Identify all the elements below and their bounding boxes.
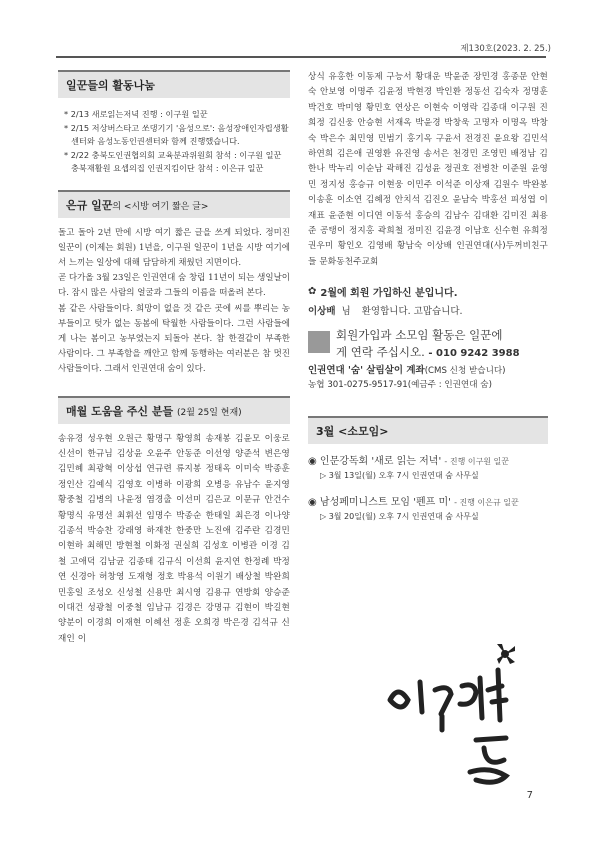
- logo-text: 인권연대 숨: [380, 630, 386, 631]
- top-divider: [56, 56, 546, 58]
- contact-phone: - 010 9242 3988: [428, 347, 520, 359]
- story-header: [58, 190, 290, 218]
- activity-item: * 2/15 저상버스타고 쏘댕기기 '음성으로': 음성장애인자립생활센터와 음성노동인권센터와 함께 진행했습니다.: [64, 122, 289, 146]
- welcome-message: 환영합니다. 고맙습니다.: [361, 306, 463, 318]
- welcome-line: [308, 303, 548, 317]
- meeting-detail: ▷ 3월 20일(월) 오후 7시 인권연대 숨 사무실: [320, 512, 479, 522]
- flower-icon: ✿: [308, 286, 317, 298]
- meeting-name: 인문강독회 '새로 읽는 저녁': [319, 456, 442, 468]
- story-title-prefix: 은규 일꾼: [66, 198, 113, 212]
- meeting-name: 남성페미니스트 모임 '펜프 미': [319, 497, 451, 509]
- welcome-title-text: 2월에 회원 가입하신 분입니다.: [320, 288, 458, 300]
- radio-icon: ◉: [308, 456, 317, 468]
- calligraphy-logo: [380, 630, 530, 790]
- account-note: (CMS 신청 받습니다): [424, 366, 506, 377]
- meeting-leader: - 진행 이구원 일꾼: [444, 457, 510, 467]
- story-title-rest: 의 <시방 여기 짧은 글>: [112, 201, 209, 212]
- meeting-item: [308, 493, 548, 522]
- page-number: 7: [526, 790, 533, 801]
- donors-subtitle: (2월 25일 현재): [176, 407, 242, 418]
- story-paragraph: 곧 다가올 3월 23일은 인권연대 숨 창립 11년이 되는 생일날이다. 잠시 많은 사람의 얼굴과 그들의 이름을 떠올려 본다.: [58, 273, 291, 299]
- welcome-title: [308, 284, 548, 299]
- donor-names-right: 상식 유홍한 이동제 구능서 황대운 박윤준 장민경 홍종문 안현숙 안보영 이명주 김윤정 박현경 박인환 정동선 김숙자 정명훈 박건호 박미영 황민호 연상은 이현숙 이영락 김종대 이구원 진희정 김신웅 안승현 서재옥 박윤경 박창욱 고명자 이명옥 박창숙 박은수 최민영 민범기 홍기옥 구윤서 전경진 윤요왕 김민석 하연희 김은애 권영환 유진영 송서은 천경민 조영민 배정남 김한나 박누리 이순남 곽해진 김성윤 정권호 전병찬 이준원 윤영민 정지성 홍승규 이현웅 이민주 이석준 이상재 김원수 박완봉 이송훈 이소연 김혜정 안치석 김진오 윤남숙 박홍선 피성엽 이재표 윤준현 이디연 이동석 홍승의 김남수 김대환 김미진 최용준 공탱이 정지홍 곽희철 정미진 김윤경 이남호 신수현 유희정 권우미 황인오 김영배 황남숙 이상배 인권연대(사)두꺼비친구들 문화동천주교회: [308, 72, 548, 267]
- meetings-header: 3월 <소모임>: [308, 416, 548, 444]
- pencil-icon: [308, 331, 330, 353]
- meeting-item: [308, 452, 548, 481]
- right-column: [308, 70, 548, 522]
- contact-box: [308, 327, 548, 362]
- welcome-name: 이상배: [308, 306, 336, 318]
- meeting-detail: ▷ 3월 13일(월) 오후 7시 인권연대 숨 사무실: [320, 471, 479, 481]
- donors-title: 매월 도움을 주신 분들: [66, 404, 174, 418]
- account-detail: 농협 301-0275-9517-91(예금주 : 인권연대 숨): [308, 380, 492, 391]
- donor-names-left: 송유경 성우현 오원근 황명구 황영희 송재봉 김윤모 이웅로 신선이 한규님 김상윤 오윤주 안동준 이선영 양준석 변은영 김민혜 최광혁 이상섭 연규련 류지봉 정태옥 이미숙 박종훈 정인산 김예식 김영호 이병하 이광희 오병응 유남수 윤지영 황중철 김병의 나윤정 염경출 이선미 김은교 이문규 안건수 황명식 유명선 최휘선 임명수 박종순 한태일 최은경 이나양 김종석 박승찬 강래영 하재찬 한중만 노진애 김주란 김경민 이현하 최해민 방현철 이화정 권실희 김성호 이병관 이경 김철 고애덕 김남균 김종태 김규식 이선희 윤지연 한정례 박정연 신경아 허창영 도재형 정호 박용석 이원기 배상철 박완희 민홍일 조성오 신성철 신용만 최시영 김용규 연방회 양승준 이대건 성광철 이중철 임남규 김경은 강명규 김현이 박길현 양분이 이경희 이재현 이혜선 정훈 오희경 박은경 김석규 신재인 이: [58, 433, 290, 644]
- issue-label: 제130호(2023. 2. 25.): [460, 44, 551, 54]
- activity-item: * 2/13 새로읽는저녁 진행 : 이구원 일꾼: [64, 109, 208, 119]
- radio-icon: ◉: [308, 497, 317, 509]
- left-column: [58, 70, 290, 656]
- activity-item: * 2/22 충북도인권협의회 교육분과위원회 참석 : 이구원 일꾼: [64, 149, 282, 160]
- contact-line-2: 게 연락 주십시오.: [336, 344, 425, 359]
- donors-header: [58, 396, 290, 424]
- contact-line-1: 회원가입과 소모임 활동은 일꾼에: [336, 328, 503, 343]
- story-body: [58, 226, 290, 378]
- activities-header: 일꾼들의 활동나눔: [58, 70, 290, 98]
- story-paragraph: 봄 같은 사람들이다. 희망이 없을 것 같은 곳에 씨를 뿌리는 농부들이고 텃가 없는 동봄에 탁월한 사람들이다. 그런 사람들에게 나는 봄이고 농부였는지 되돌아 본다. 참 한결같이 부족한 사람이다. 그 부족함을 깨안고 함께 동행하는 여러분은 참 멋진 사람들이다. 그래서 인권연대 숨이 있다.: [58, 303, 290, 375]
- meeting-leader: - 진행 이은규 일꾼: [454, 498, 519, 508]
- story-paragraph: 돌고 돌아 2년 만에 시방 여기 짧은 글을 쓰게 되었다. 정미진 일꾼이 (이제는 회원) 1년을, 이구원 일꾼이 1년을 시방 여기에서 느끼는 일상에 대해 담담하게 채웠던 지면이다.: [58, 227, 290, 268]
- account-title: 인권연대 '숨' 살림살이 계좌: [308, 365, 425, 377]
- activity-note: 충북재활원 요셉의집 인권지킴이단 참석 : 이은규 일꾼: [71, 163, 264, 173]
- activities-list: [64, 108, 290, 176]
- welcome-suffix: 님: [341, 306, 351, 318]
- account-info: [308, 364, 548, 392]
